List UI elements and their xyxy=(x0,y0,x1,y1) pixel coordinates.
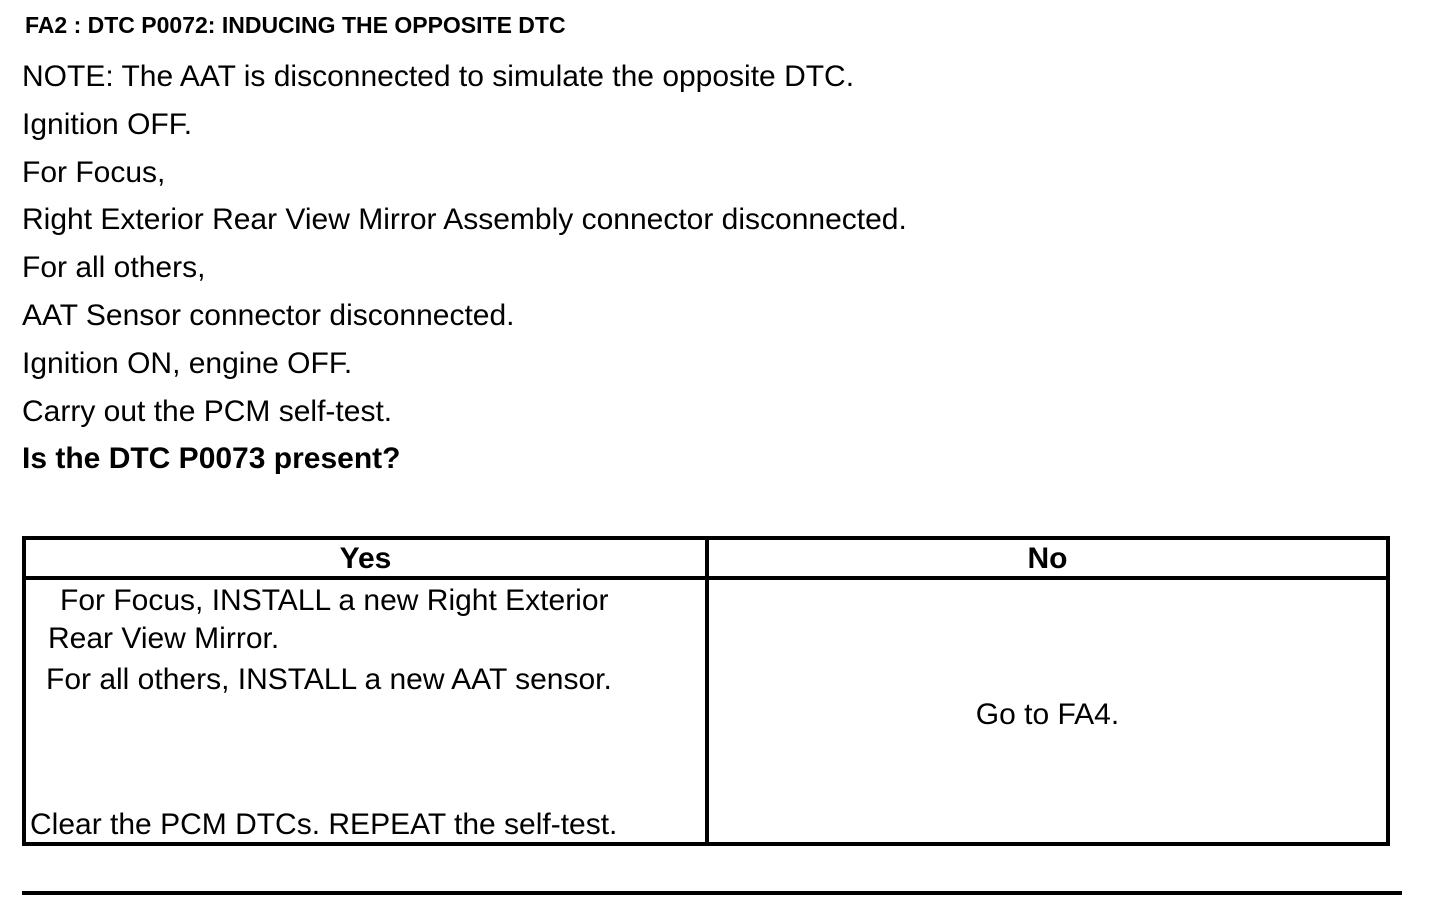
step-mirror-connector: Right Exterior Rear View Mirror Assembly connector disconnected. xyxy=(22,203,907,237)
decision-question: Is the DTC P0073 present? xyxy=(22,442,401,476)
step-ignition-off: Ignition OFF. xyxy=(22,107,193,141)
page-title: FA2 : DTC P0072: INDUCING THE OPPOSITE DTC xyxy=(25,12,566,38)
yes-action-focus: For Focus, INSTALL a new Right Exterior xyxy=(60,584,609,617)
yes-action-clear-dtcs: Clear the PCM DTCs. REPEAT the self-test. xyxy=(30,808,618,841)
yes-header: Yes xyxy=(339,542,392,575)
header-divider xyxy=(26,576,1386,580)
bottom-rule xyxy=(22,891,1402,895)
no-action: Go to FA4. xyxy=(975,698,1120,731)
step-self-test: Carry out the PCM self-test. xyxy=(22,394,393,428)
step-for-focus: For Focus, xyxy=(22,155,166,189)
yes-action-focus-cont: Rear View Mirror. xyxy=(48,622,280,655)
procedure-steps xyxy=(22,55,907,485)
decision-table xyxy=(22,536,1390,846)
step-ignition-on: Ignition ON, engine OFF. xyxy=(22,346,353,380)
step-for-all-others: For all others, xyxy=(22,251,206,285)
column-divider xyxy=(705,540,709,842)
step-aat-connector: AAT Sensor connector disconnected. xyxy=(22,298,515,332)
no-header: No xyxy=(1027,542,1068,575)
step-note: NOTE: The AAT is disconnected to simulate the opposite DTC. xyxy=(22,60,855,93)
yes-action-others: For all others, INSTALL a new AAT sensor. xyxy=(46,663,612,696)
